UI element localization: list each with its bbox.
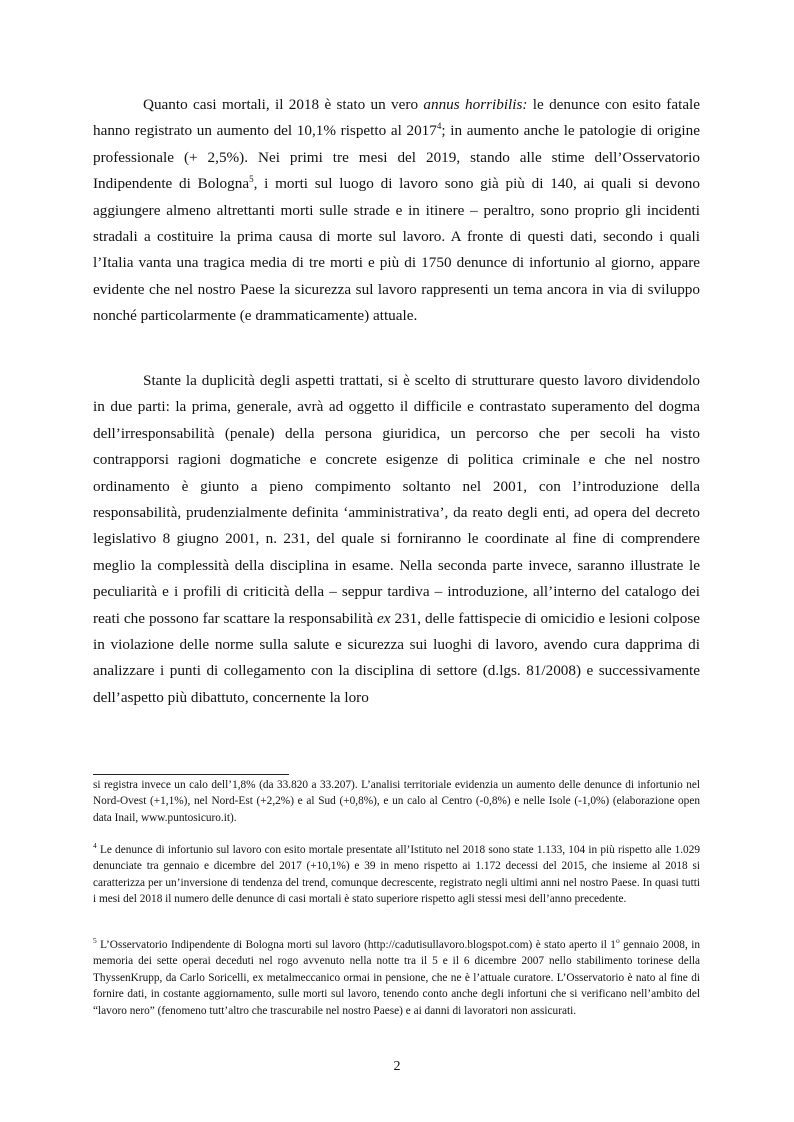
- page-number: 2: [393, 1059, 401, 1074]
- ordinal-indicator: o: [615, 936, 620, 946]
- body-paragraph-1: [93, 92, 700, 330]
- text-run: , i morti sul luogo di lavoro sono già più di 140, ai quali si devono aggiungere almeno altrettanti morti sulle strade e in itinere – peraltro, sono proprio gli incidenti stradali a costituire la prima causa di morte sul lavoro. A fronte di questi dati, secondo i quali l’Italia vanta una tragica media di tre morti e più di 1750 denunce di infortunio al giorno, appare evidente che nel nostro Paese la sicurezza sul lavoro rappresenti un tema ancora in via di sviluppo nonché particolarmente (e drammaticamente) attuale.: [93, 175, 700, 325]
- text-run: 231, delle fattispecie di omicidio e lesioni colpose in violazione delle norme sulla salute e sicurezza sui luoghi di lavoro, avendo cura dapprima di analizzare i punti di collegamento con la disciplina di settore (d.lgs. 81/2008) e successivamente dell’aspetto più dibattuto, concernente la loro: [93, 609, 701, 706]
- footnote-marker: 5: [93, 936, 97, 946]
- italic-phrase: ex: [377, 609, 391, 627]
- footnote-separator: [93, 774, 289, 775]
- text-run: ; in aumento anche le patologie di origine professionale (+ 2,5%). Nei primi tre mesi del 2019, stando alle stime dell’Osservatorio Indipendente di Bologna: [93, 122, 700, 193]
- text-run: le denunce con esito fatale hanno registrato un aumento del 10,1% rispetto al 2017: [93, 96, 701, 140]
- footnote-ref-5[interactable]: 5: [249, 174, 254, 185]
- footnote-text: L’Osservatorio Indipendente di Bologna morti sul lavoro (http://cadutisullavoro.blogspot.com) è stato aperto il 1: [96, 939, 616, 951]
- footnote-text: Le denunce di infortunio sul lavoro con esito mortale presentate all’Istituto nel 2018 sono state 1.133, 104 in più rispetto alle 1.029 denunciate tra gennaio e dicembre del 2017 (+10,1%) e 39 in meno rispetto ai 1.172 decessi del 2015, che insieme al 2018 si caratterizza per un’inversione di tendenza del trend, comunque decrescente, registrato negli ultimi anni nel nostro Paese. In quasi tutti i mesi del 2018 il numero delle denunce di casi mortali è stato superiore rispetto agli stessi mesi dell’anno precedente.: [93, 844, 700, 906]
- footnote-text: gennaio 2008, in memoria dei sette operai deceduti nel rogo avvenuto nella notte tra il 5 e il 6 dicembre 2007 nello stabilimento torinese della ThyssenKrupp, da Carlo Soricelli, ex metalmeccanico ormai in pensione, che ne è l’attuale curatore. L’Osservatorio è nato al fine di fornire dati, in costante aggiornamento, sulle morti sul lavoro, tenendo conto anche degli infortuni che si verificano nell’ambito del “lavoro nero” (fenomeno tutt’altro che trascurabile nel nostro Paese) e ai danni di lavoratori non assicurati.: [93, 939, 700, 1017]
- italic-phrase: annus horribilis:: [423, 96, 528, 113]
- footnote-5: [93, 937, 700, 1019]
- footnote-ref-4[interactable]: 4: [436, 121, 442, 132]
- footnote-4: [93, 842, 700, 908]
- footnote-marker: 4: [93, 841, 97, 851]
- footnote-text: si registra invece un calo dell’1,8% (da 33.820 a 33.207). L’analisi territoriale evidenzia un aumento delle denunce di infortunio nel Nord-Ovest (+1,1%), nel Nord-Est (+2,2%) e al Sud (+0,8%), e un calo al Centro (-0,8%) e nelle Isole (-1,0%) (elaborazione open data Inail, www.puntosicuro.it).: [93, 779, 700, 824]
- body-paragraph-2: [93, 368, 700, 711]
- footnote-continued: [93, 777, 700, 826]
- text-run: Stante la duplicità degli aspetti trattati, si è scelto di strutturare questo lavoro dividendolo in due parti: la prima, generale, avrà ad oggetto il difficile e contrastato superamento del dogma dell’irresponsabilità (penale) della persona giuridica, un percorso che per secoli ha visto contrapporsi ragioni dogmatiche e concrete esigenze di politica criminale e che nel nostro ordinamento è giunto a pieno compimento soltanto nel 2001, con l’introduzione della responsabilità, prudenzialmente definita ‘amministrativa’, da reato degli enti, ad opera del decreto legislativo 8 giugno 2001, n. 231, del quale si forniranno le coordinate al fine di comprendere meglio la complessità della disciplina in esame. Nella seconda parte invece, saranno illustrate le peculiarità e i profili di criticità della – seppur tardiva – introduzione, all’interno del catalogo dei reati che possono far scattare la responsabilità: [93, 372, 700, 627]
- text-run: Quanto casi mortali, il 2018 è stato un vero: [143, 96, 424, 113]
